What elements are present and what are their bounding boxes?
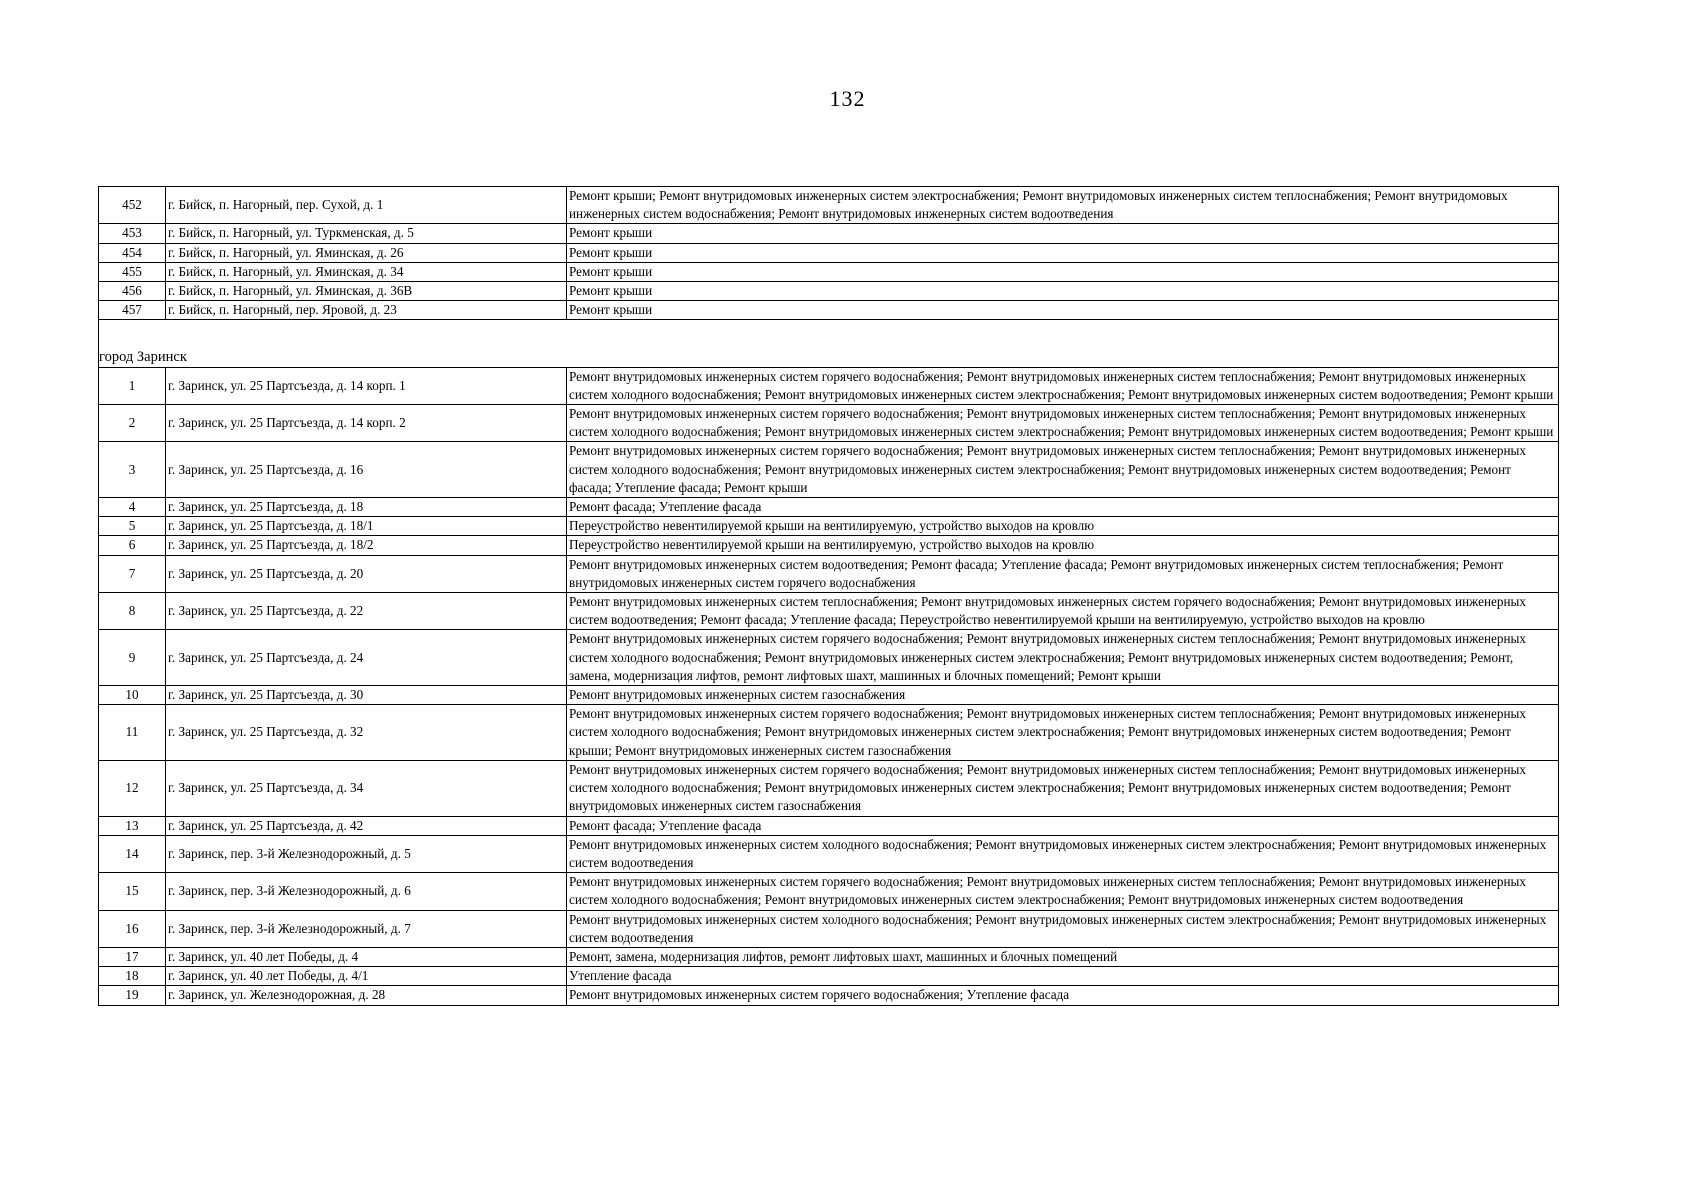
table-row	[99, 282, 1559, 301]
gap-row	[99, 320, 1559, 347]
row-number: 18	[99, 967, 166, 986]
row-work-list: Ремонт внутридомовых инженерных систем газоснабжения	[567, 686, 1559, 705]
row-address: г. Заринск, ул. 25 Партсъезда, д. 24	[166, 630, 567, 686]
row-address: г. Заринск, ул. 25 Партсъезда, д. 22	[166, 593, 567, 630]
row-address: г. Заринск, пер. 3-й Железнодорожный, д. 7	[166, 910, 567, 947]
row-number: 4	[99, 498, 166, 517]
repair-table-grid	[98, 186, 1559, 1006]
row-address: г. Заринск, ул. 25 Партсъезда, д. 18	[166, 498, 567, 517]
table-row	[99, 442, 1559, 498]
row-address: г. Бийск, п. Нагорный, ул. Туркменская, д. 5	[166, 224, 567, 243]
row-address: г. Заринск, ул. Железнодорожная, д. 28	[166, 986, 567, 1005]
row-work-list: Переустройство невентилируемой крыши на вентилируемую, устройство выходов на кровлю	[567, 536, 1559, 555]
row-work-list: Ремонт крыши; Ремонт внутридомовых инженерных систем электроснабжения; Ремонт внутридомовых инженерных систем теплоснабжения; Ремонт внутридомовых инженерных систем водоснабжения; Ремонт внутридомовых инженерных систем водоотведения	[567, 187, 1559, 224]
table-row	[99, 835, 1559, 872]
row-number: 453	[99, 224, 166, 243]
table-row	[99, 705, 1559, 761]
row-address: г. Бийск, п. Нагорный, пер. Сухой, д. 1	[166, 187, 567, 224]
table-row	[99, 243, 1559, 262]
row-number: 452	[99, 187, 166, 224]
table-row	[99, 301, 1559, 320]
row-work-list: Ремонт внутридомовых инженерных систем горячего водоснабжения; Ремонт внутридомовых инженерных систем теплоснабжения; Ремонт внутридомовых инженерных систем холодного водоснабжения; Ремонт внутридомовых инженерных систем электроснабжения; Ремонт внутридомовых инженерных систем водоотведения; Ремонт крыши	[567, 367, 1559, 404]
row-address: г. Заринск, пер. 3-й Железнодорожный, д. 6	[166, 873, 567, 910]
table-row	[99, 593, 1559, 630]
table-row	[99, 686, 1559, 705]
row-number: 16	[99, 910, 166, 947]
table-row	[99, 967, 1559, 986]
row-address: г. Заринск, ул. 25 Партсъезда, д. 18/1	[166, 517, 567, 536]
row-number: 15	[99, 873, 166, 910]
row-number: 9	[99, 630, 166, 686]
row-work-list: Ремонт внутридомовых инженерных систем холодного водоснабжения; Ремонт внутридомовых инженерных систем электроснабжения; Ремонт внутридомовых инженерных систем водоотведения	[567, 910, 1559, 947]
row-number: 8	[99, 593, 166, 630]
row-number: 10	[99, 686, 166, 705]
row-work-list: Ремонт внутридомовых инженерных систем горячего водоснабжения; Ремонт внутридомовых инженерных систем теплоснабжения; Ремонт внутридомовых инженерных систем холодного водоснабжения; Ремонт внутридомовых инженерных систем электроснабжения; Ремонт внутридомовых инженерных систем водоотведения	[567, 873, 1559, 910]
row-number: 11	[99, 705, 166, 761]
row-work-list: Утепление фасада	[567, 967, 1559, 986]
table-row	[99, 224, 1559, 243]
row-work-list: Ремонт внутридомовых инженерных систем горячего водоснабжения; Ремонт внутридомовых инженерных систем теплоснабжения; Ремонт внутридомовых инженерных систем холодного водоснабжения; Ремонт внутридомовых инженерных систем электроснабжения; Ремонт внутридомовых инженерных систем водоотведения; Ремонт, замена, модернизация лифтов, ремонт лифтовых шахт, машинных и блочных помещений; Ремонт крыши	[567, 630, 1559, 686]
table-row	[99, 555, 1559, 592]
table-row	[99, 630, 1559, 686]
table-row	[99, 816, 1559, 835]
row-address: г. Заринск, ул. 25 Партсъезда, д. 20	[166, 555, 567, 592]
row-work-list: Ремонт внутридомовых инженерных систем холодного водоснабжения; Ремонт внутридомовых инженерных систем электроснабжения; Ремонт внутридомовых инженерных систем водоотведения	[567, 835, 1559, 872]
row-number: 456	[99, 282, 166, 301]
row-address: г. Заринск, ул. 25 Партсъезда, д. 16	[166, 442, 567, 498]
table-row	[99, 262, 1559, 281]
page-number: 132	[829, 86, 866, 111]
row-work-list: Ремонт внутридомовых инженерных систем горячего водоснабжения; Ремонт внутридомовых инженерных систем теплоснабжения; Ремонт внутридомовых инженерных систем холодного водоснабжения; Ремонт внутридомовых инженерных систем электроснабжения; Ремонт внутридомовых инженерных систем водоотведения; Ремонт крыши; Ремонт внутридомовых инженерных систем газоснабжения	[567, 705, 1559, 761]
row-work-list: Ремонт внутридомовых инженерных систем горячего водоснабжения; Ремонт внутридомовых инженерных систем теплоснабжения; Ремонт внутридомовых инженерных систем холодного водоснабжения; Ремонт внутридомовых инженерных систем электроснабжения; Ремонт внутридомовых инженерных систем водоотведения; Ремонт фасада; Утепление фасада; Ремонт крыши	[567, 442, 1559, 498]
table-row	[99, 536, 1559, 555]
row-work-list: Ремонт фасада; Утепление фасада	[567, 816, 1559, 835]
row-work-list: Ремонт фасада; Утепление фасада	[567, 498, 1559, 517]
row-work-list: Ремонт внутридомовых инженерных систем горячего водоснабжения; Утепление фасада	[567, 986, 1559, 1005]
row-work-list: Переустройство невентилируемой крыши на вентилируемую, устройство выходов на кровлю	[567, 517, 1559, 536]
section-row	[99, 346, 1559, 367]
table-row	[99, 910, 1559, 947]
table-body-section	[99, 367, 1559, 1005]
row-number: 7	[99, 555, 166, 592]
row-work-list: Ремонт крыши	[567, 282, 1559, 301]
row-number: 12	[99, 760, 166, 816]
row-work-list: Ремонт крыши	[567, 243, 1559, 262]
row-address: г. Заринск, ул. 40 лет Победы, д. 4/1	[166, 967, 567, 986]
row-address: г. Заринск, ул. 25 Партсъезда, д. 14 корп. 1	[166, 367, 567, 404]
row-address: г. Заринск, пер. 3-й Железнодорожный, д. 5	[166, 835, 567, 872]
table-row	[99, 517, 1559, 536]
repair-table	[98, 186, 1558, 1006]
table-row	[99, 947, 1559, 966]
row-address: г. Заринск, ул. 25 Партсъезда, д. 34	[166, 760, 567, 816]
table-row	[99, 187, 1559, 224]
row-number: 2	[99, 405, 166, 442]
row-number: 5	[99, 517, 166, 536]
row-work-list: Ремонт внутридомовых инженерных систем водоотведения; Ремонт фасада; Утепление фасада; Ремонт внутридомовых инженерных систем теплоснабжения; Ремонт внутридомовых инженерных систем горячего водоснабжения	[567, 555, 1559, 592]
row-work-list: Ремонт внутридомовых инженерных систем горячего водоснабжения; Ремонт внутридомовых инженерных систем теплоснабжения; Ремонт внутридомовых инженерных систем холодного водоснабжения; Ремонт внутридомовых инженерных систем электроснабжения; Ремонт внутридомовых инженерных систем водоотведения; Ремонт внутридомовых инженерных систем газоснабжения	[567, 760, 1559, 816]
row-number: 14	[99, 835, 166, 872]
row-number: 13	[99, 816, 166, 835]
table-row	[99, 760, 1559, 816]
row-address: г. Бийск, п. Нагорный, ул. Яминская, д. 26	[166, 243, 567, 262]
row-number: 457	[99, 301, 166, 320]
row-address: г. Заринск, ул. 25 Партсъезда, д. 30	[166, 686, 567, 705]
row-number: 19	[99, 986, 166, 1005]
row-address: г. Бийск, п. Нагорный, ул. Яминская, д. 36В	[166, 282, 567, 301]
table-row	[99, 986, 1559, 1005]
row-address: г. Заринск, ул. 40 лет Победы, д. 4	[166, 947, 567, 966]
row-number: 17	[99, 947, 166, 966]
row-work-list: Ремонт крыши	[567, 301, 1559, 320]
row-number: 455	[99, 262, 166, 281]
row-work-list: Ремонт крыши	[567, 262, 1559, 281]
section-title: город Заринск	[99, 346, 567, 367]
table-gap	[99, 320, 1559, 367]
table-row	[99, 873, 1559, 910]
row-work-list: Ремонт внутридомовых инженерных систем теплоснабжения; Ремонт внутридомовых инженерных систем горячего водоснабжения; Ремонт внутридомовых инженерных систем водоотведения; Ремонт фасада; Утепление фасада; Переустройство невентилируемой крыши на вентилируемую, устройство выходов на кровлю	[567, 593, 1559, 630]
row-work-list: Ремонт крыши	[567, 224, 1559, 243]
row-number: 1	[99, 367, 166, 404]
row-address: г. Бийск, п. Нагорный, пер. Яровой, д. 23	[166, 301, 567, 320]
row-address: г. Заринск, ул. 25 Партсъезда, д. 14 корп. 2	[166, 405, 567, 442]
row-address: г. Бийск, п. Нагорный, ул. Яминская, д. 34	[166, 262, 567, 281]
row-number: 454	[99, 243, 166, 262]
row-address: г. Заринск, ул. 25 Партсъезда, д. 32	[166, 705, 567, 761]
row-work-list: Ремонт внутридомовых инженерных систем горячего водоснабжения; Ремонт внутридомовых инженерных систем теплоснабжения; Ремонт внутридомовых инженерных систем холодного водоснабжения; Ремонт внутридомовых инженерных систем электроснабжения; Ремонт внутридомовых инженерных систем водоотведения; Ремонт крыши	[567, 405, 1559, 442]
table-body-top	[99, 187, 1559, 320]
table-row	[99, 405, 1559, 442]
row-address: г. Заринск, ул. 25 Партсъезда, д. 42	[166, 816, 567, 835]
row-address: г. Заринск, ул. 25 Партсъезда, д. 18/2	[166, 536, 567, 555]
row-work-list: Ремонт, замена, модернизация лифтов, ремонт лифтовых шахт, машинных и блочных помещений	[567, 947, 1559, 966]
row-number: 3	[99, 442, 166, 498]
table-row	[99, 367, 1559, 404]
table-row	[99, 498, 1559, 517]
row-number: 6	[99, 536, 166, 555]
